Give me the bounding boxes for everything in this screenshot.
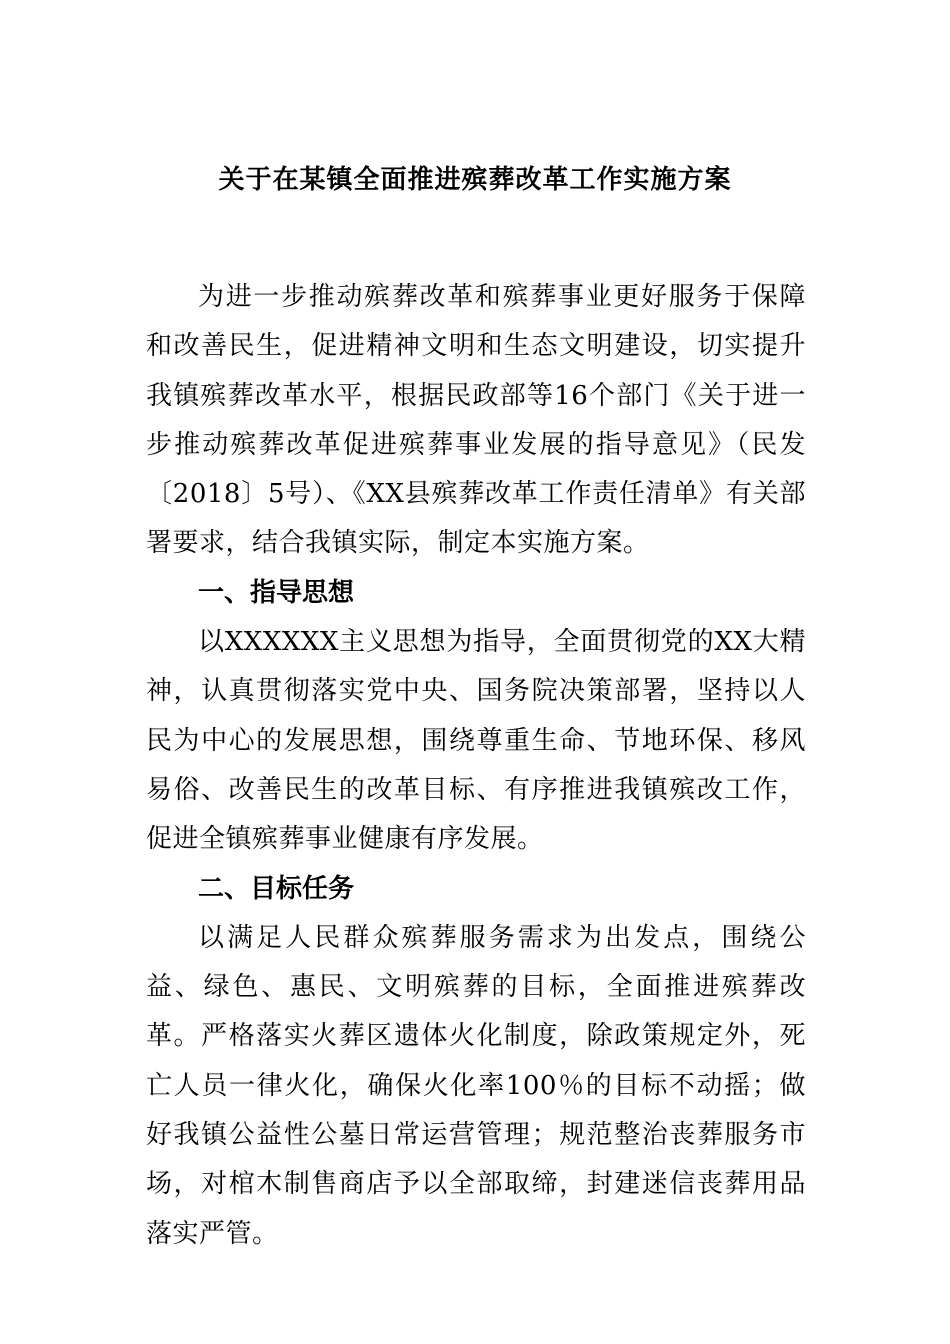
section-paragraph-objectives: 以满足人民群众殡葬服务需求为出发点，围绕公益、绿色、惠民、文明殡葬的目标，全面推进殡葬改革。严格落实火葬区遗体火化制度，除政策规定外，死亡人员一律火化，确保火化率100％的目标不动摇；做好我镇公益性公墓日常运营管理；规范整治丧葬服务市场，对棺木制售商店予以全部取缔，封建迷信丧葬用品落实严管。 [146,922,806,1249]
document-body [146,273,806,1259]
document-title: 关于在某镇全面推进殡葬改革工作实施方案 [218,165,732,195]
intro-paragraph: 为进一步推动殡葬改革和殡葬事业更好服务于保障和改善民生，促进精神文明和生态文明建设，切实提升我镇殡葬改革水平，根据民政部等16个部门《关于进一步推动殡葬改革促进殡葬事业发展的指导意见》（民发〔2018〕5号）、《XX县殡葬改革工作责任清单》有关部署要求，结合我镇实际，制定本实施方案。 [146,282,806,559]
section-heading-objectives: 二、目标任务 [198,873,355,904]
section-heading-guiding-ideology: 一、指导思想 [198,577,355,608]
section-paragraph-guiding-ideology: 以XXXXXX主义思想为指导，全面贯彻党的XX大精神，认真贯彻落实党中央、国务院决策部署，坚持以人民为中心的发展思想，围绕尊重生命、节地环保、移风易俗、改善民生的改革目标、有序推进我镇殡改工作，促进全镇殡葬事业健康有序发展。 [146,627,806,855]
